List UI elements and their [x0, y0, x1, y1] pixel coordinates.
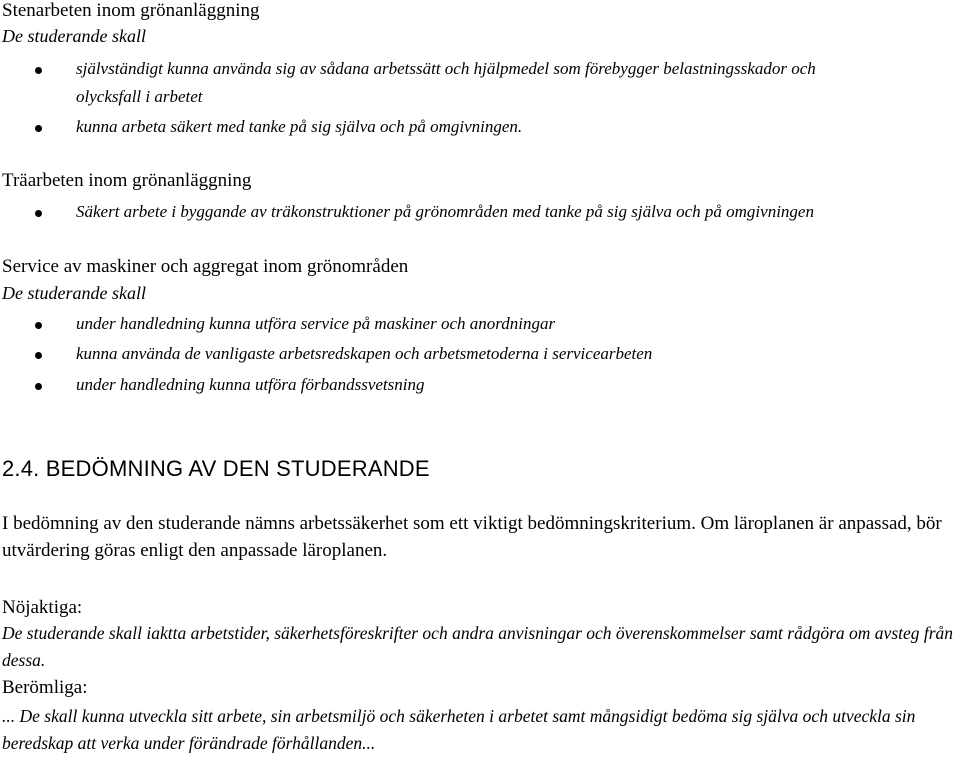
section-subheading: De studerande skall — [2, 26, 146, 46]
section-heading-service: Service av maskiner och aggregat inom grönområden — [2, 256, 409, 277]
assessment-title: 2.4. BEDÖMNING AV DEN STUDERANDE — [2, 456, 430, 481]
list-item-text: under handledning kunna utföra service på maskiner och anordningar — [76, 314, 556, 333]
list-item-text: kunna använda de vanligaste arbetsredskapen och arbetsmetoderna i servicearbeten — [76, 344, 653, 363]
bullet-icon — [35, 383, 42, 390]
bullet-icon — [35, 125, 42, 132]
praiseworthy-label: Berömliga: — [2, 677, 88, 698]
bullet-icon — [35, 352, 42, 359]
bullet-icon — [35, 210, 42, 217]
satisfactory-text: De studerande skall iaktta arbetstider, säkerhetsföreskrifter och andra anvisningar och överenskommelser samt rådgöra om avsteg från dessa. — [2, 623, 954, 670]
section-heading-stenarbeten: Stenarbeten inom grönanläggning — [2, 0, 260, 21]
list-item-text: olycksfall i arbetet — [76, 87, 203, 106]
bullet-icon — [35, 67, 42, 74]
praiseworthy-text: ... De skall kunna utveckla sitt arbete, sin arbetsmiljö och säkerheten i arbetet samt mångsidigt bedöma sig själva och utveckla sin beredskap att verka under förändrade förhållanden... — [2, 706, 916, 753]
section-heading-traarbeten: Träarbeten inom grönanläggning — [2, 170, 252, 191]
assessment-intro: I bedömning av den studerande nämns arbetssäkerhet som ett viktigt bedömningskriterium. Om läroplanen är anpassad, bör utvärdering göras enligt den anpassade läroplanen. — [2, 513, 942, 561]
list-item-text: under handledning kunna utföra förbandssvetsning — [76, 375, 425, 394]
list-item-text: kunna arbeta säkert med tanke på sig själva och på omgivningen. — [76, 117, 523, 136]
list-item-text: Säkert arbete i byggande av träkonstruktioner på grönområden med tanke på sig själva och på omgivningen — [76, 202, 814, 221]
satisfactory-label: Nöjaktiga: — [2, 597, 83, 618]
list-item-text: självständigt kunna använda sig av sådana arbetssätt och hjälpmedel som förebygger belastningsskador och — [76, 59, 816, 78]
bullet-icon — [35, 322, 42, 329]
section-subheading: De studerande skall — [2, 283, 146, 303]
